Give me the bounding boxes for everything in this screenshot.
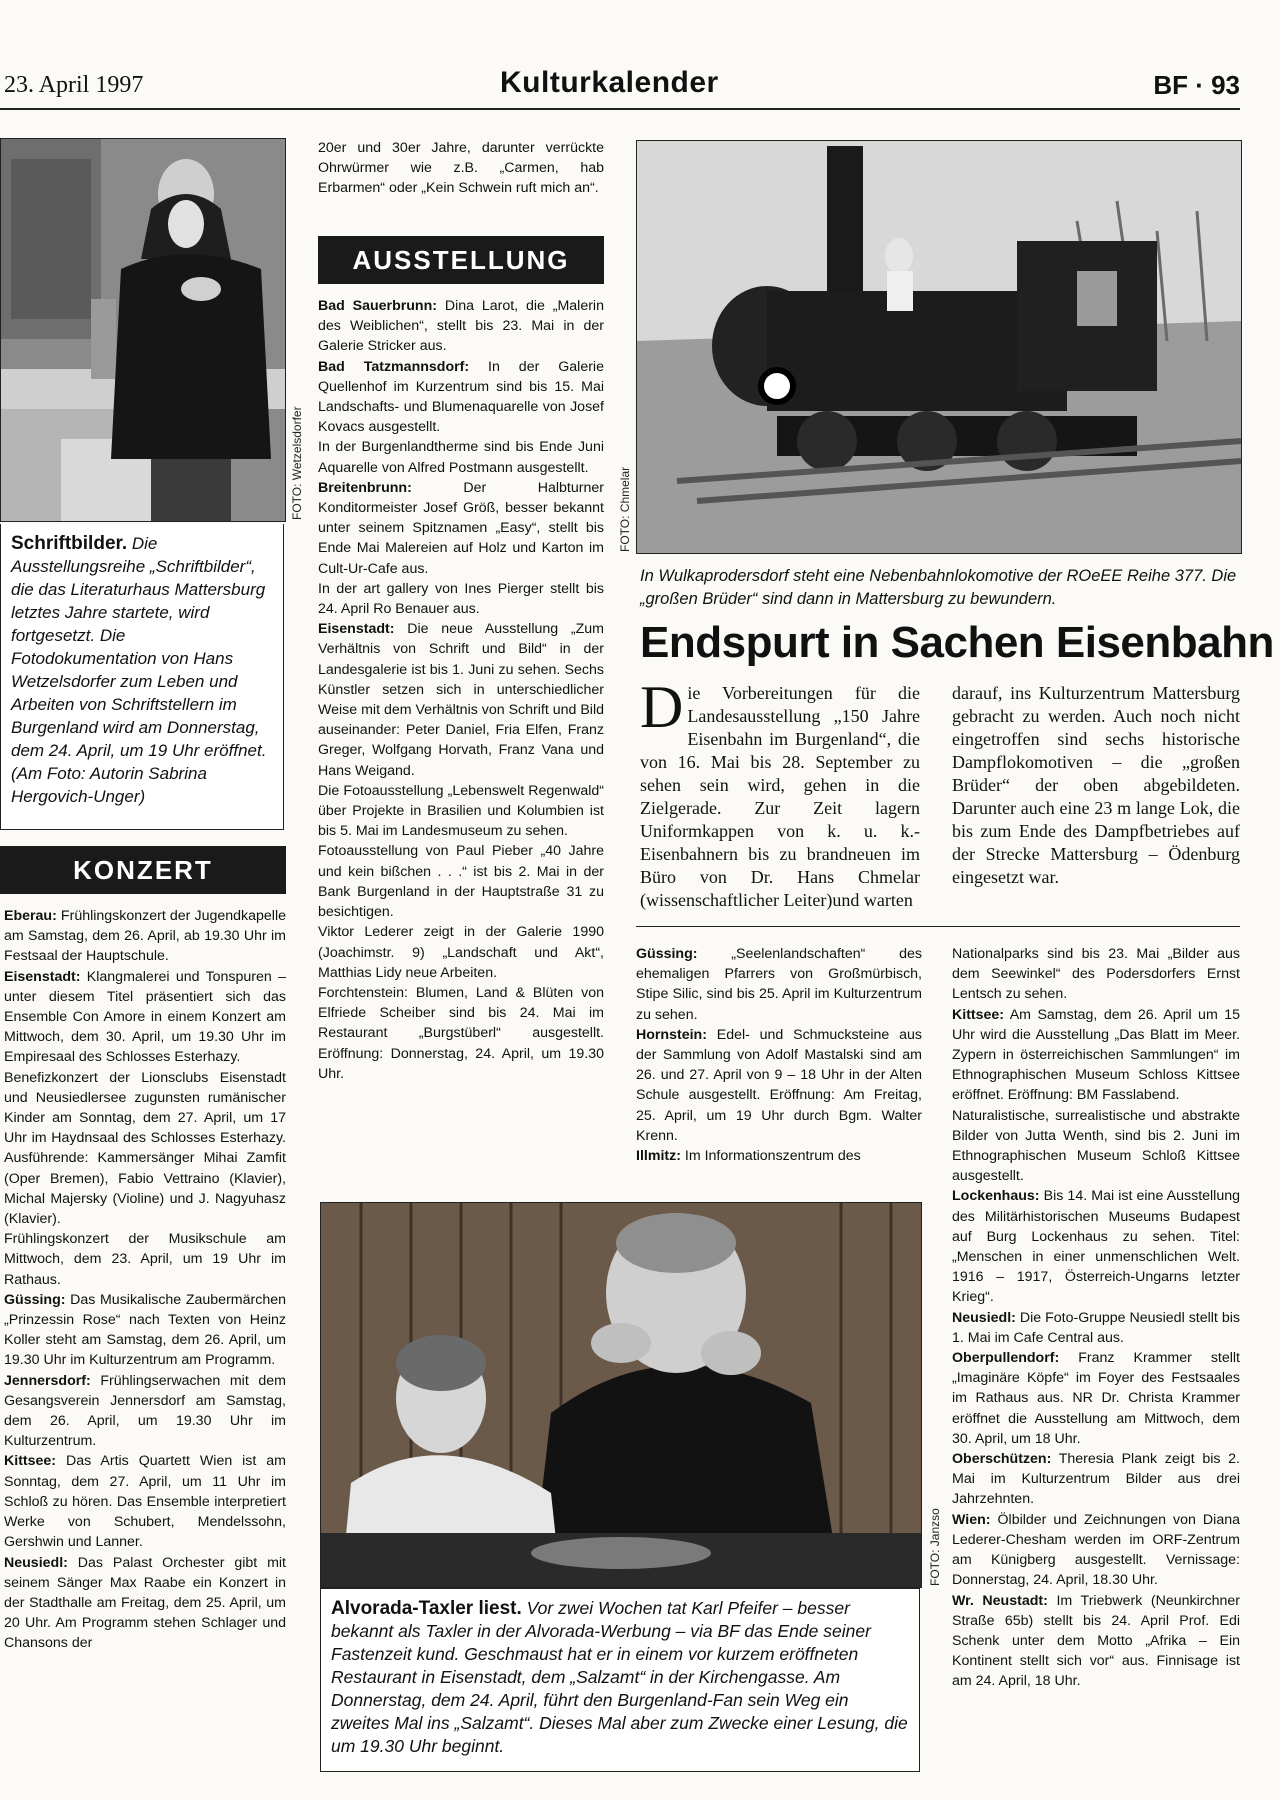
restaurant-photo-credit: FOTO: Janzso (928, 1508, 942, 1586)
col3-listings (636, 944, 922, 1166)
col4-item: Lockenhaus: Bis 14. Mai ist eine Ausstellung des Militärhistorischen Museums Budapest auf Burg Lockenhaus zu sehen. Titel: „Menschen in einer unmenschlichen Welt. 1916 – 1917, Österreich-Ungarns letzter Krieg“. (952, 1188, 1240, 1306)
konzert-item: Güssing: Das Musikalische Zaubermärchen „Prinzessin Rose“ nach Texten von Heinz Koller steht am Samstag, dem 26. April, um 19.30 Uhr im Kulturzentrum am Programm. (4, 1291, 286, 1369)
schriftbilder-title: Schriftbilder. (11, 533, 128, 554)
locomotive-photo-image (637, 141, 1241, 553)
col3-item: Hornstein: Edel- und Schmucksteine aus der Sammlung von Adolf Mastalski sind am 26. und 27. April von 9 – 18 Uhr in der Alten Schule ausgestellt. Eröffnung: Am Freitag, 25. April, um 19 Uhr durch Bgm. Walter Krenn. (636, 1026, 922, 1144)
author-photo (0, 138, 286, 522)
ausstellung-item: Eisenstadt: Die neue Ausstellung „Zum Verhältnis von Schrift und Bild“ in der Landesgalerie ist bis 1. Juni zu sehen. Sechs Künstler setzen sich in unterschiedlicher Weise mit dem Verhältnis von Schrift und Bild auseinander: Peter Daniel, Fria Elfen, Franz Greger, Wolfgang Horvath, Franz Vana und Hans Weigand. (318, 621, 604, 779)
alvorada-caption (320, 1588, 920, 1772)
konzert-item: Eberau: Frühlingskonzert der Jugendkapelle am Samstag, dem 26. April, ab 19.30 Uhr im Festsaal der Hauptschule. (4, 908, 286, 965)
col2-top-text: 20er und 30er Jahre, darunter verrückte Ohrwürmer wie z.B. „Carmen, hab Erbarmen“ oder „Kein Schwein ruft mich an“. (318, 140, 604, 197)
schriftbilder-body: Die Ausstellungsreihe „Schriftbilder“, die das Literaturhaus Mattersburg letztes Jahre startete, wird fortgesetzt. Die Fotodokumentation von Hans Wetzelsdorfer zum Leben und Arbeiten von Schriftstellern im Burgenland wird am Donnerstag, dem 24. April, um 19 Uhr eröffnet. (Am Foto: Autorin Sabrina Hergovich-Unger) (11, 534, 267, 806)
ausstellung-item: Fotoausstellung von Paul Pieber „40 Jahre und kein bißchen . . .“ ist bis 2. Mai in der Bank Burgenland in der Hauptstraße 31 zu besichtigen. (318, 843, 604, 921)
konzert-heading: KONZERT (0, 846, 286, 894)
locomotive-caption: In Wulkaprodersdorf steht eine Nebenbahnlokomotive der ROeEE Reihe 377. Die „großen Brüder“ sind dann in Mattersburg zu bewundern. (640, 567, 1237, 608)
col4-listings (952, 944, 1240, 1692)
col4-item: Oberpullendorf: Franz Krammer stellt „Imaginäre Köpfe“ im Foyer des Festsaales im Rathaus aus. NR Dr. Christa Krammer eröffnet die Ausstellung am Mittwoch, dem 30. April, um 18 Uhr. (952, 1350, 1240, 1447)
page-number: BF · 93 (1153, 70, 1240, 100)
ausstellung-heading: AUSSTELLUNG (318, 236, 604, 284)
konzert-item: Frühlingskonzert der Musikschule am Mittwoch, dem 23. April, um 19 Uhr im Rathaus. (4, 1231, 286, 1288)
issue-date: 23. April 1997 (4, 72, 144, 98)
col4-item: Neusiedl: Die Foto-Gruppe Neusiedl stellt bis 1. Mai im Cafe Central aus. (952, 1309, 1240, 1346)
konzert-column (4, 906, 286, 1654)
ausstellung-item: Bad Sauerbrunn: Dina Larot, die „Malerin des Weiblichen“, stellt bis 23. Mai in der Galerie Stricker aus. (318, 298, 604, 355)
konzert-item: Jennersdorf: Frühlingserwachen mit dem Gesangsverein Jennersdorf am Samstag, dem 26. April, um 19.30 Uhr im Kulturzentrum. (4, 1372, 286, 1450)
ausstellung-item: Breitenbrunn: Der Halbturner Konditormeister Josef Größ, besser bekannt unter seinem Spitznamen „Easy“, stellt bis Ende Mai Malereien auf Holz und Karton im Cult-Ur-Cafe aus. (318, 479, 604, 577)
ausstellung-item: Bad Tatzmannsdorf: In der Galerie Quellenhof im Kurzentrum sind bis 15. Mai Landschafts- und Blumenaquarelle von Josef Kovacs ausgestellt. (318, 358, 604, 436)
col3-item: Illmitz: Im Informationszentrum des (636, 1148, 861, 1165)
konzert-item: Benefizkonzert der Lionsclubs Eisenstadt und Neusiedlersee zugunsten rumänischer Kinder am Sonntag, dem 27. April, um 17 Uhr im Haydnsaal des Schlosses Esterhazy. Ausführende: Kammersänger Mihai Zamfit (Oper Bremen), Fabio Vettraino (Klavier), Michal Majersky (Violine) und J. Nagyuhasz (Klavier). (4, 1069, 286, 1228)
ausstellung-item: In der Burgenlandtherme sind bis Ende Juni Aquarelle von Alfred Postmann ausgestellt. (318, 439, 604, 476)
locomotive-photo-credit: FOTO: Chmelar (618, 466, 632, 552)
alvorada-body: Vor zwei Wochen tat Karl Pfeifer – besser bekannt als Taxler in der Alvorada-Werbung – via BF das Ende seiner Fastenzeit kund. Geschmaust hat er in einem vor kurzem eröffneten Restaurant in Eisenstadt, dem „Salzamt“ in der Kirchengasse. Am Donnerstag, dem 24. April, führt den Burgenland-Fan sein Weg ein zweites Mal ins „Salzamt“. Dieses Mal aber zum Zwecke einer Lesung, die um 19.30 Uhr beginnt. (331, 1598, 908, 1756)
alvorada-title: Alvorada-Taxler liest. (331, 1598, 522, 1619)
author-photo-credit: FOTO: Wetzelsdorfer (290, 406, 304, 520)
col4-item: Nationalparks sind bis 23. Mai „Bilder aus dem Seewinkel“ des Podersdorfers Ernst Lentsch zu sehen. (952, 946, 1240, 1003)
story-headline: Endspurt in Sachen Eisenbahn (640, 618, 1274, 667)
konzert-item: Kittsee: Das Artis Quartett Wien ist am Sonntag, dem 27. April, um 11 Uhr im Schloß zu hören. Das Ensemble interpretiert Werke von Schubert, Mendelssohn, Gershwin und Lanner. (4, 1453, 286, 1551)
section-title: Kulturkalender (500, 66, 719, 99)
col4-item: Naturalistische, surrealistische und abstrakte Bilder von Jutta Wenth, sind bis 2. Juni im Ethnographischen Museum Schloß Kittsee ausgestellt. (952, 1107, 1240, 1185)
story-col1: Die Vorbereitungen für die Landesausstellung „150 Jahre Eisenbahn im Burgenland“, die von 16. Mai bis 28. September zu sehen sein wird, gehen in die Zielgerade. Zur Zeit lagern Uniformkappen von k. u. k.-Eisenbahnern bis zu brandneuen im Büro von Dr. Hans Chmelar (wissenschaftlicher Leiter)und warten (640, 674, 920, 910)
col4-item: Wr. Neustadt: Im Triebwerk (Neunkirchner Straße 65b) stellt bis 24. April Prof. Edi Schenk unter dem Motto „Afrika – Ein Kontinent stellt sich vor“ aus. Finnisage ist am 24. April, 18 Uhr. (952, 1592, 1240, 1690)
ausstellung-item: Die Fotoausstellung „Lebenswelt Regenwald“ über Projekte in Brasilien und Kolumbien ist bis 5. Mai im Landesmuseum zu sehen. (318, 782, 604, 840)
ausstellung-item: Viktor Lederer zeigt in der Galerie 1990 (Joachimstr. 9) „Landschaft und Akt“, Matthias Lidy neue Arbeiten. (318, 924, 604, 981)
schriftbilder-caption (0, 524, 284, 830)
ausstellung-column (318, 296, 604, 1084)
konzert-item: Neusiedl: Das Palast Orchester gibt mit seinem Sänger Max Raabe ein Konzert in der Stadthalle am Freitag, dem 25. April, um 20 Uhr. Am Programm stehen Schlager und Chansons der (4, 1554, 286, 1652)
story-col2: darauf, ins Kulturzentrum Mattersburg gebracht zu werden. Auch noch nicht eingetroffen sind sechs historische Dampflokomotiven – die „großen Brüder“ der oben abgebildeten. Darunter auch eine 23 m lange Lok, die bis zum Ende des Dampfbetriebes auf der Strecke Mattersburg – Ödenburg eingesetzt war. (952, 683, 1240, 887)
restaurant-photo-image (321, 1203, 921, 1587)
author-photo-image (1, 139, 285, 521)
col4-item: Kittsee: Am Samstag, dem 26. April um 15 Uhr wird die Ausstellung „Das Blatt im Meer. Zypern in österreichischen Sammlungen“ im Ethnographischen Museum Schloss Kittsee eröffnet. Eröffnung: BM Fasslabend. (952, 1006, 1240, 1104)
story-rule (636, 926, 1240, 927)
konzert-item: Eisenstadt: Klangmalerei und Tonspuren – unter diesem Titel präsentiert sich das Ensemble Con Amore in einem Konzert am Mittwoch, dem 30. April, um 19.30 Uhr im Empiresaal des Schlosses Esterhazy. (4, 968, 286, 1066)
header-rule (0, 108, 1240, 110)
ausstellung-item: In der art gallery von Ines Pierger stellt bis 24. April Ro Benauer aus. (318, 580, 604, 618)
col3-item: Güssing: „Seelenlandschaften“ des ehemaligen Pfarrers von Großmürbisch, Stipe Silic, sind bis 25. April im Kulturzentrum zu sehen. (636, 946, 922, 1023)
col4-item: Wien: Ölbilder und Zeichnungen von Diana Lederer-Chesham werden im ORF-Zentrum am Künigberg ausgestellt. Vernissage: Donnerstag, 24. April, 18.30 Uhr. (952, 1511, 1240, 1589)
locomotive-photo (636, 140, 1242, 554)
ausstellung-item: Forchtenstein: Blumen, Land & Blüten von Elfriede Scheiber sind bis 24. Mai im Restaurant „Burgstüberl“ ausgestellt. Eröffnung: Donnerstag, 24. April, um 19.30 Uhr. (318, 984, 604, 1082)
col4-item: Oberschützen: Theresia Plank zeigt bis 2. Mai im Kulturzentrum Bilder aus drei Jahrzehnten. (952, 1451, 1240, 1508)
dropcap: D (640, 674, 684, 740)
restaurant-photo (320, 1202, 922, 1588)
